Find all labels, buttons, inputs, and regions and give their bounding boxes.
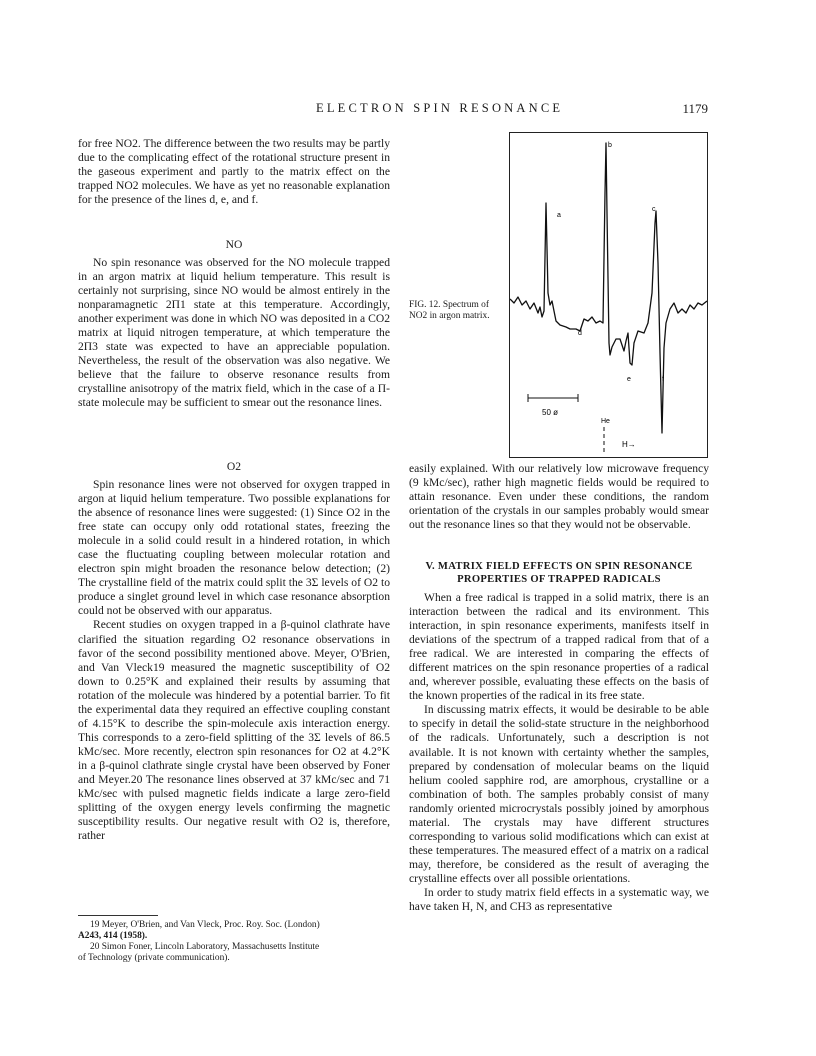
paragraph-v2: In discussing matrix effects, it would be desirable to be able to specify in detail the solid-state structure in the neighborhood of the radicals. Unfortunately, such a description is not available. It is not known with certainty whether the samples, prepared by condensation of molecular beams on the liquid helium cooled sapphire rod, are amorphous, crystalline or a combination of both. The samples probably consist of many randomly oriented microcrystals possibly joined by amorphous material. The crystals may have different structures corresponding to various solid modifications which can exist at these temperatures. The measured effect of a matrix on a radical may, therefore, be considered as the result of averaging the crystalline effects over all possible orientations. — [409, 703, 709, 885]
paragraph-v3: In order to study matrix field effects in a systematic way, we have taken H, N, and CH3 as representative — [409, 885, 709, 914]
footnote-rule — [78, 915, 158, 916]
footnote-19-line2: A243, 414 (1958). — [78, 931, 148, 941]
field-direction-arrow: H→ — [622, 440, 636, 449]
peak-label-f: f — [662, 376, 664, 383]
heading-o2: O2 — [226, 460, 242, 473]
spectrum-trace — [510, 143, 707, 433]
peak-label-e: e — [627, 376, 631, 383]
footnotes — [78, 920, 390, 964]
peak-label-d: d — [578, 330, 582, 337]
right-column-section-v — [409, 591, 709, 914]
peak-label-c: c — [652, 206, 656, 213]
paragraph-continuation: easily explained. With our relatively low microwave frequency (9 kMc/sec), rather high magnetic fields would be required to attain resonance. Even under these conditions, the random orientation of the crystals in our samples probably would smear out the resonance lines so that they would not be observable. — [409, 462, 709, 532]
figure-12-spectrum — [509, 132, 708, 458]
peak-label-b: b — [608, 142, 612, 149]
left-column-top — [78, 137, 390, 207]
page-header — [60, 101, 708, 121]
paragraph-v1: When a free radical is trapped in a solid matrix, there is an interaction between the radical and its environment. This interaction, in spin resonance experiments, manifests itself in deviations of the spectrum of a trapped radical from that of a free radical. We are interested in comparing the effects of different matrices on the spin resonance properties of a radical and, wherever possible, evaluating these effects on the basis of the known properties of the radical in its free state. — [409, 591, 709, 703]
footnote-20-line1: 20 Simon Foner, Lincoln Laboratory, Massachusetts Institute — [90, 942, 320, 952]
field-marker-label: He — [601, 418, 610, 425]
page-number: 1179 — [682, 101, 708, 116]
left-column-no — [78, 256, 390, 411]
heading-no: NO — [225, 238, 243, 251]
right-column-cont — [409, 462, 709, 532]
figure-caption: FIG. 12. Spectrum of NO2 in argon matrix. — [409, 300, 490, 321]
section-v-heading — [409, 560, 709, 586]
paragraph-no: No spin resonance was observed for the NO molecule trapped in an argon matrix at liquid helium temperature. This result is certainly not surprising, since NO would be almost entirely in the nonparamagnetic 2Π1 state at this temperature. Accordingly, another experiment was done in which NO was deposited in a CO2 matrix at liquid nitrogen temperature, at which temperature the 2Π3 state was expected to have an appreciable population. Nevertheless, the result of the observation was also negative. We believe that the failure to observe resonance results from crystalline anisotropy of the matrix field, which in the case of a Π-state molecule may be sufficient to smear out the resonance lines. — [78, 256, 390, 410]
paragraph-o2-1: Spin resonance lines were not observed for oxygen trapped in argon at liquid helium temperature. Two possible explanations for the absence of resonance lines were suggested: (1) Since O2 in the free state can occupy only odd rotational states, freezing the molecule in a solid could result in a hindered rotation, in which case the fluctuating coupling between molecular rotation and electron spin might broaden the resonance below detection; (2) The crystalline field of the matrix could split the 3Σ levels of O2 to produce a singlet ground level in which case resonance absorption could not be observed with our apparatus. — [78, 478, 390, 618]
peak-label-a: a — [557, 212, 561, 219]
running-title: ELECTRON SPIN RESONANCE — [316, 101, 564, 115]
paragraph-o2-2: Recent studies on oxygen trapped in a β-quinol clathrate have clarified the situation regarding O2 resonance observations in favor of the second possibility mentioned above. Meyer, O'Brien, and Van Vleck19 measured the magnetic susceptibility of O2 down to 0.25°K and explained their results by assuming that rotation of the molecule was hindered by a potential barrier. To fit the experimental data they required an effective coupling constant of 4.15°K to describe the spin-molecule axis interaction energy. This corresponds to a zero-field splitting of the 3Σ levels of 86.5 kMc/sec. More recently, electron spin resonances for O2 at 4.2°K in a β-quinol clathrate single crystal have been observed by Foner and Meyer.20 The resonance lines observed at 37 kMc/sec and 71 kMc/sec with pulsed magnetic fields indicate a large zero-field splitting of the oxygen energy levels confirming the magnetic susceptibility results. Our negative result with O2 is, therefore, rather — [78, 618, 390, 843]
spectrum-plot — [510, 133, 707, 457]
scale-label: 50 ø — [542, 408, 559, 417]
footnote-20-line2: of Technology (private communication). — [78, 953, 230, 963]
paragraph-no2-discussion: for free NO2. The difference between the two results may be partly due to the complicating effect of the rotational structure present in the gaseous experiment and partly to the matrix effect on the trapped NO2 molecules. We have as yet no reasonable explanation for the presence of the lines d, e, and f. — [78, 137, 390, 207]
section-heading-line2: PROPERTIES OF TRAPPED RADICALS — [457, 574, 661, 585]
left-column-o2 — [78, 478, 390, 843]
section-heading-line1: V. MATRIX FIELD EFFECTS ON SPIN RESONANCE — [425, 561, 693, 572]
footnote-19-line1: 19 Meyer, O'Brien, and Van Vleck, Proc. Roy. Soc. (London) — [90, 920, 320, 930]
